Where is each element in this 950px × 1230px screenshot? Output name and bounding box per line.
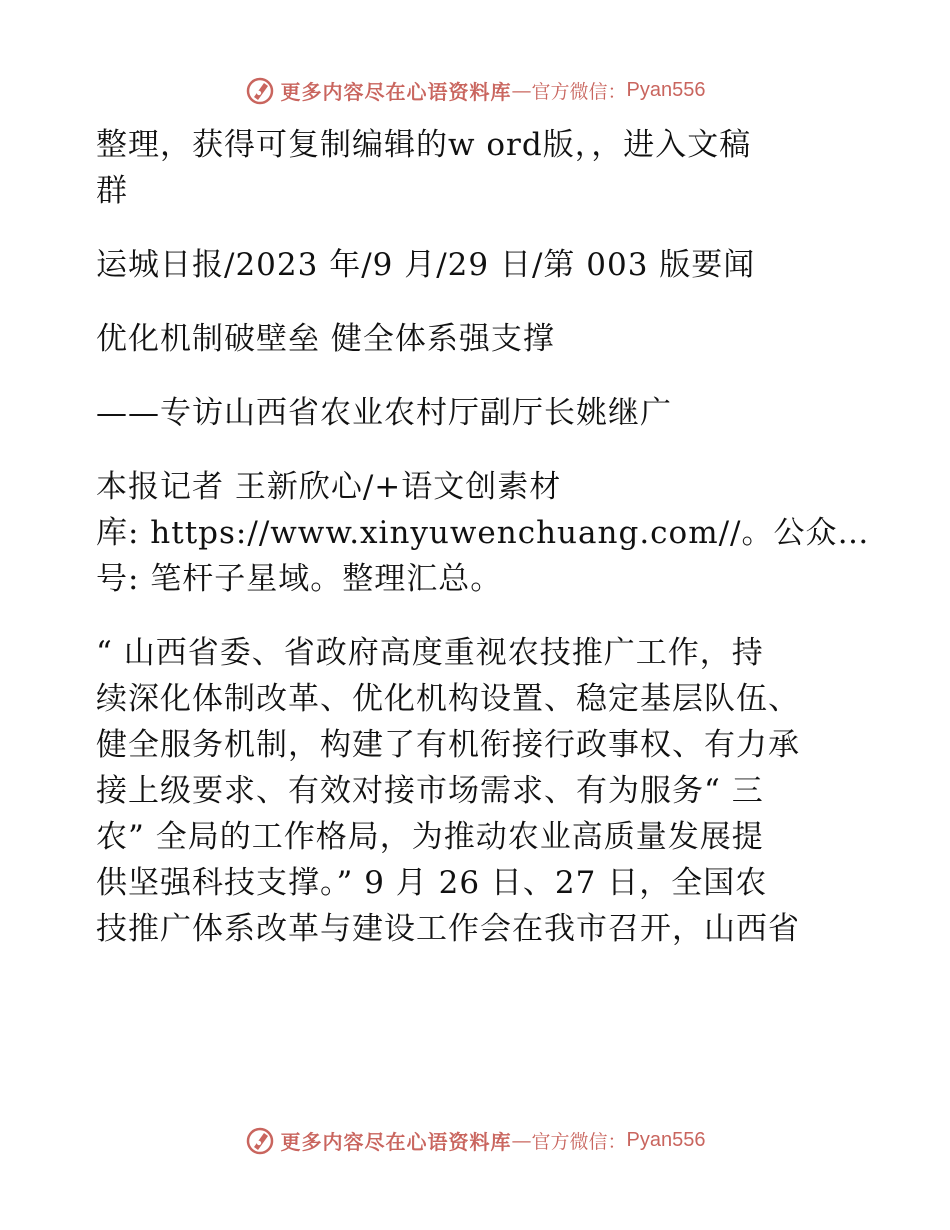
body-line: 健全服务机制，构建了有机衔接行政事权、有力承 [96,727,800,763]
body-line: 技推广体系改革与建设工作会在我市召开，山西省 [96,911,800,947]
body-line: 供坚强科技支撑。” 9 月 26 日、27 日，全国农 [96,865,768,901]
footer-banner [0,1120,950,1160]
body-line: “ 山西省委、省政府高度重视农技推广工作，持 [96,635,764,671]
banner-wechat-id: Pyan556 [626,78,706,101]
banner-brand-text: 更多内容尽在心语资料库 [280,1129,512,1154]
banner-wechat-label: 官方微信： [531,80,627,103]
subheadline: ——专访山西省农业农村厅副厅长姚继广 [96,395,672,431]
byline-line-3: 号: 笔杆子星域。整理汇总。 [96,561,503,597]
banner-separator: — [511,78,532,102]
banner-wechat-label: 官方微信： [531,1130,627,1153]
pen-nib-logo-icon [245,75,275,105]
header-banner [0,70,950,110]
document-body [96,122,870,952]
headline: 优化机制破壁垒 健全体系强支撑 [96,321,555,357]
source-line: 运城日报/2023 年/9 月/29 日/第 003 版要闻 [96,247,756,283]
body-line: 续深化体制改革、优化机构设置、稳定基层队伍、 [96,681,800,717]
banner-brand-text: 更多内容尽在心语资料库 [280,79,512,104]
pen-nib-logo-icon [245,1125,275,1155]
body-line: 接上级要求、有效对接市场需求、有为服务“ 三 [96,773,764,809]
banner-wechat-id: Pyan556 [626,1128,706,1151]
byline-line-1: 本报记者 王新欣心/+语文创素材 [96,469,562,505]
byline-line-2: 库: https://www.xinyuwenchuang.com//。公众… [96,515,870,551]
banner-separator: — [511,1128,532,1152]
intro-line-1: 整理，获得可复制编辑的w ord版，，进入文稿 [96,127,752,163]
body-line: 农” 全局的工作格局，为推动农业高质量发展提 [96,819,764,855]
intro-line-2: 群 [96,173,128,209]
